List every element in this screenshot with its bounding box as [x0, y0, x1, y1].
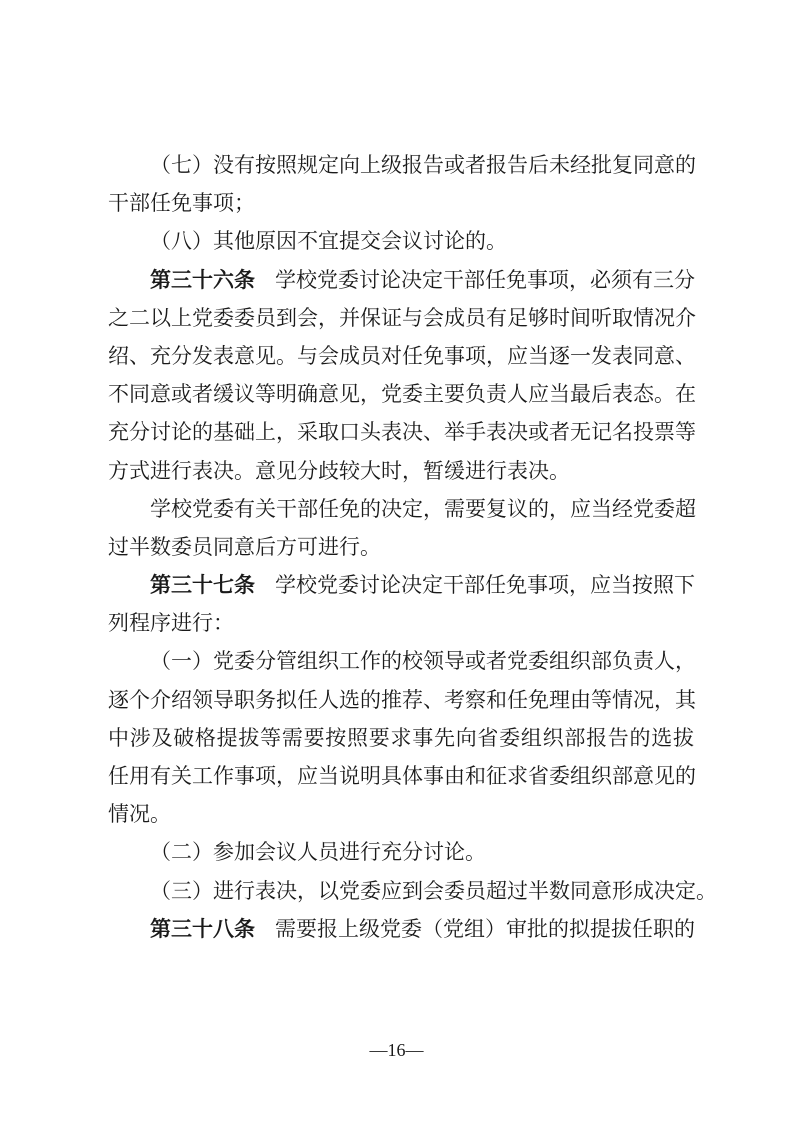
article-number: 第三十七条 [150, 573, 255, 598]
line-text: 学校党委讨论决定干部任免事项，必须有三分 [275, 267, 695, 292]
document-body [108, 146, 717, 948]
line-text: 过半数委员同意后方可进行。 [108, 534, 381, 559]
line-text: 逐个介绍领导职务拟任人选的推荐、考察和任免理由等情况，其 [108, 687, 696, 712]
line-text: 方式进行表决。意见分歧较大时，暂缓进行表决。 [108, 458, 570, 483]
text-line [108, 642, 694, 680]
line-text: （八）其他原因不宜提交会议讨论的。 [150, 229, 507, 254]
text-line [108, 910, 694, 948]
text-line [108, 337, 694, 375]
line-text: 充分讨论的基础上，采取口头表决、举手表决或者无记名投票等 [108, 420, 696, 445]
text-line [108, 528, 694, 566]
line-text: 干部任免事项； [108, 191, 255, 216]
text-line [108, 566, 694, 604]
page-number: —16— [369, 1040, 424, 1060]
line-text: （七）没有按照规定向上级报告或者报告后未经批复同意的 [150, 153, 696, 177]
article-number: 第三十八条 [150, 916, 255, 941]
line-text: （二）参加会议人员进行充分讨论。 [150, 840, 486, 865]
text-line [108, 375, 694, 413]
text-line [108, 757, 694, 795]
text-line [108, 452, 694, 490]
line-text: 学校党委讨论决定干部任免事项，应当按照下 [275, 573, 695, 598]
line-text: 之二以上党委委员到会，并保证与会成员有足够时间听取情况介 [108, 305, 696, 330]
text-line [108, 413, 694, 451]
line-text: 需要报上级党委（党组）审批的拟提拔任职的 [275, 916, 695, 941]
line-text: 任用有关工作事项，应当说明具体事由和征求省委组织部意见的 [108, 764, 696, 788]
line-text: 情况。 [108, 802, 171, 827]
article-number: 第三十六条 [150, 267, 255, 292]
line-text: 学校党委有关干部任免的决定，需要复议的，应当经党委超 [150, 496, 696, 521]
line-text: 不同意或者缓议等明确意见，党委主要负责人应当最后表态。在 [108, 382, 696, 407]
line-text: 列程序进行： [108, 611, 234, 636]
text-line [108, 184, 694, 222]
text-line [108, 222, 694, 260]
text-line [108, 833, 694, 871]
text-line [108, 872, 717, 910]
text-line [108, 490, 694, 528]
line-text: （一）党委分管组织工作的校领导或者党委组织部负责人， [150, 649, 696, 674]
line-text: 绍、充分发表意见。与会成员对任免事项，应当逐一发表同意、 [108, 343, 696, 368]
text-line [108, 719, 694, 757]
text-line [108, 261, 694, 299]
text-line [108, 795, 694, 833]
text-line [108, 604, 694, 642]
line-text: （三）进行表决，以党委应到会委员超过半数同意形成决定。 [150, 878, 717, 903]
line-text: 中涉及破格提拔等需要按照要求事先向省委组织部报告的选拔 [108, 725, 694, 750]
text-line [108, 146, 694, 184]
text-line [108, 299, 694, 337]
text-line [108, 681, 694, 719]
